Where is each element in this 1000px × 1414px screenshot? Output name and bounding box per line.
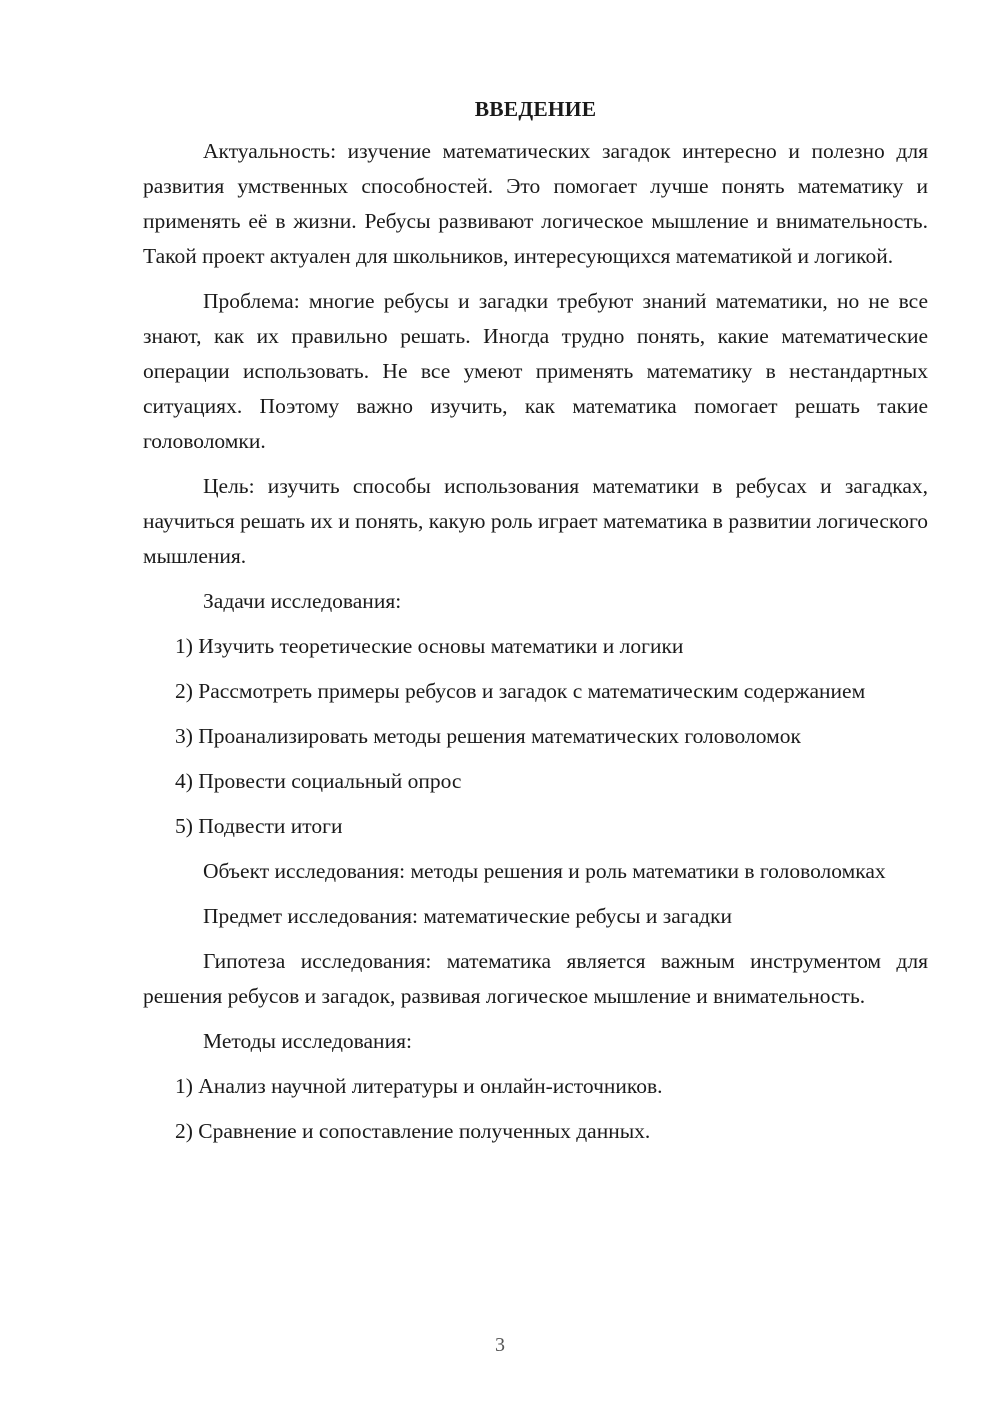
goal-paragraph: Цель: изучить способы использования математики в ребусах и загадках, научиться решать их и понять, какую роль играет математика в развитии логического мышления. (143, 474, 928, 568)
relevance-paragraph: Актуальность: изучение математических загадок интересно и полезно для развития умственных способностей. Это помогает лучше понять математику и применять её в жизни. Ребусы развивают логическое мышление и внимательность. Такой проект актуален для школьников, интересующихся математикой и логикой. (143, 139, 928, 268)
tasks-heading: Задачи исследования: (203, 589, 402, 613)
method-item: 1) Анализ научной литературы и онлайн-источников. (175, 1074, 663, 1098)
method-item: 2) Сравнение и сопоставление полученных данных. (175, 1119, 651, 1143)
section-title: ВВЕДЕНИЕ (474, 97, 597, 121)
object-paragraph: Объект исследования: методы решения и роль математики в головоломках (203, 859, 886, 883)
subject-paragraph: Предмет исследования: математические ребусы и загадки (203, 904, 733, 928)
page-content (143, 97, 928, 1159)
page-number: 3 (495, 1334, 505, 1356)
task-item: 3) Проанализировать методы решения математических головоломок (175, 724, 801, 748)
task-item: 5) Подвести итоги (175, 814, 343, 838)
methods-heading: Методы исследования: (203, 1029, 412, 1053)
problem-paragraph: Проблема: многие ребусы и загадки требуют знаний математики, но не все знают, как их правильно решать. Иногда трудно понять, какие математические операции использовать. Не все умеют применять математику в нестандартных ситуациях. Поэтому важно изучить, как математика помогает решать такие головоломки. (143, 289, 928, 453)
task-item: 1) Изучить теоретические основы математики и логики (175, 634, 684, 658)
task-item: 4) Провести социальный опрос (175, 769, 462, 793)
hypothesis-paragraph: Гипотеза исследования: математика является важным инструментом для решения ребусов и загадок, развивая логическое мышление и внимательность. (143, 949, 928, 1008)
task-item: 2) Рассмотреть примеры ребусов и загадок с математическим содержанием (175, 679, 866, 703)
